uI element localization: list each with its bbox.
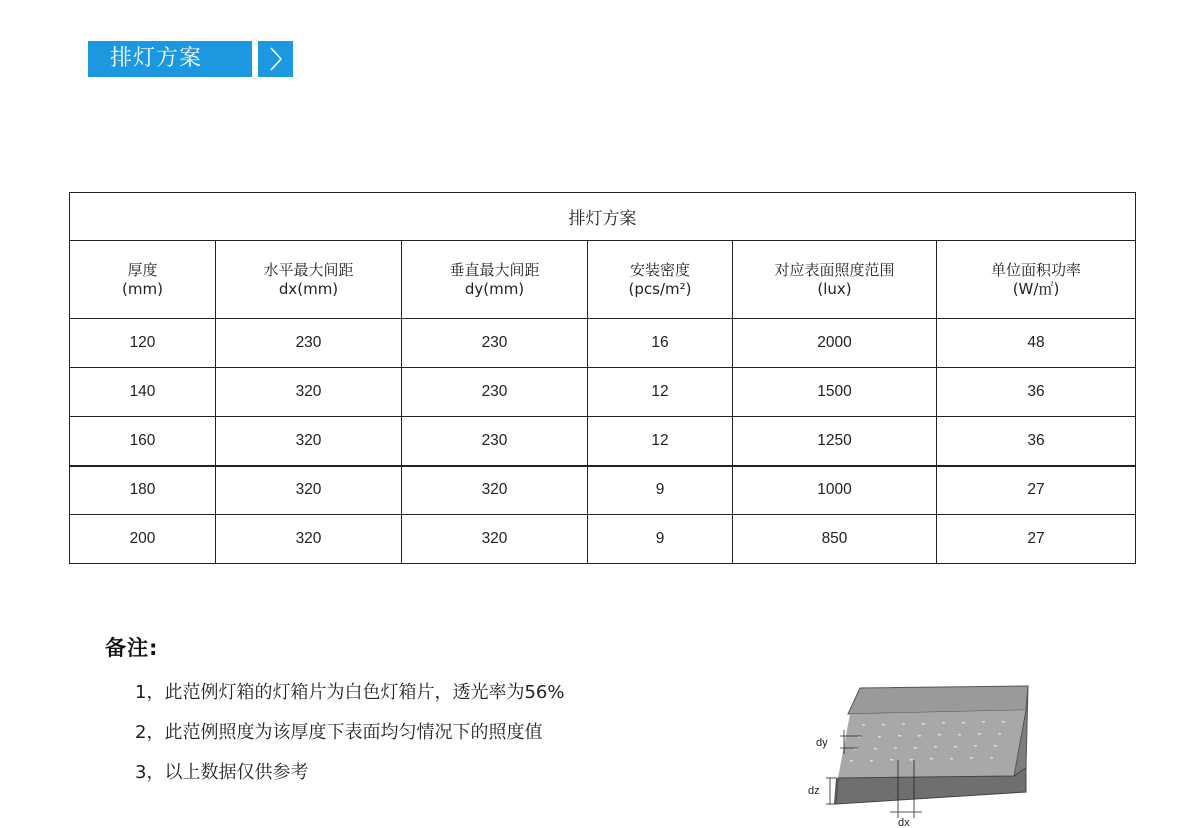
table-cell: 230 [402,319,588,368]
table-cell: 320 [216,417,402,466]
table-cell: 1250 [733,417,937,466]
table-row [70,319,1136,368]
table-cell: 27 [937,515,1136,564]
table-cell: 180 [70,466,216,515]
table-row [70,368,1136,417]
table-cell: 230 [402,417,588,466]
table-cell: 1000 [733,466,937,515]
table-row [70,466,1136,515]
table-cell: 230 [402,368,588,417]
table-cell: 140 [70,368,216,417]
table-cell: 850 [733,515,937,564]
table-cell: 16 [588,319,733,368]
table-cell: 320 [216,466,402,515]
diagram-label-dx: dx [898,817,910,828]
table-header-row [70,241,1136,319]
table-cell: 320 [402,466,588,515]
table-cell: 27 [937,466,1136,515]
lighting-plan-table [69,192,1136,564]
table-cell: 9 [588,515,733,564]
table-cell: 12 [588,368,733,417]
table-cell: 48 [937,319,1136,368]
column-header-illuminance: 对应表面照度范围 (lux) [733,241,937,319]
table-cell: 200 [70,515,216,564]
table-cell: 230 [216,319,402,368]
table-cell: 320 [216,515,402,564]
notes-list [105,680,564,800]
table-cell: 9 [588,466,733,515]
table-cell: 320 [402,515,588,564]
diagram-label-dz: dz [808,785,820,797]
note-item: 1，此范例灯箱的灯箱片为白色灯箱片，透光率为56% [135,682,565,703]
table-caption: 排灯方案 [70,193,1136,241]
table-cell: 36 [937,368,1136,417]
note-item: 2，此范例照度为该厚度下表面均匀情况下的照度值 [135,722,543,743]
column-header-thickness: 厚度 (mm) [70,241,216,319]
lightbox-diagram [800,680,1040,828]
table-cell: 2000 [733,319,937,368]
section-banner [88,41,293,77]
column-header-density: 安装密度 (pcs/m²) [588,241,733,319]
chevron-right-icon[interactable] [258,41,293,77]
table-cell: 320 [216,368,402,417]
notes-title: 备注: [105,636,159,660]
column-header-dy: 垂直最大间距 dy(mm) [402,241,588,319]
table-cell: 120 [70,319,216,368]
note-item: 3，以上数据仅供参考 [135,762,309,783]
table-row [70,417,1136,466]
table-cell: 160 [70,417,216,466]
section-title: 排灯方案 [88,41,252,77]
table-cell: 1500 [733,368,937,417]
notes-section [105,632,564,800]
column-header-dx: 水平最大间距 dx(mm) [216,241,402,319]
table-row [70,515,1136,564]
table-cell: 12 [588,417,733,466]
column-header-power: 单位面积功率 (W/㎡) [937,241,1136,319]
table-cell: 36 [937,417,1136,466]
diagram-label-dy: dy [816,737,828,749]
